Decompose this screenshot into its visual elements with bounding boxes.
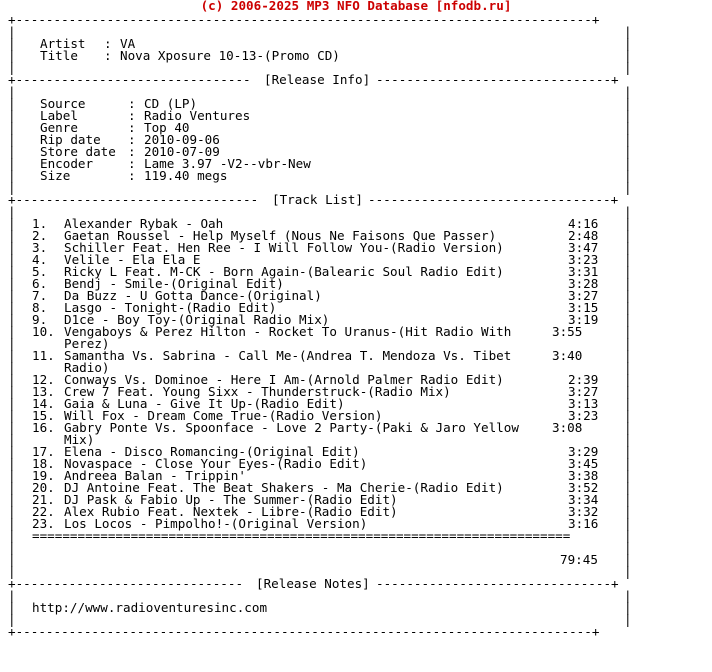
info-row-3-right: | bbox=[624, 132, 632, 147]
track-row-3-0-left: | bbox=[8, 252, 16, 267]
track-time: 3:19 bbox=[568, 312, 599, 327]
track-row-20-0-right: | bbox=[624, 492, 632, 507]
artist-label: Artist bbox=[40, 36, 86, 51]
track-title: Gaetan Roussel - Help Myself (Nous Ne Faisons Que Passer) bbox=[64, 228, 497, 243]
track-row-10-0-right: | bbox=[624, 348, 632, 363]
track-row-14-0-left: | bbox=[8, 408, 16, 423]
release-info-header-rule-left: +------------------------------- bbox=[8, 72, 251, 87]
track-title: Alex Rubio Feat. Nextek - Libre-(Radio Edit) bbox=[64, 504, 398, 519]
track-time: 3:08 bbox=[552, 420, 583, 435]
blank-row-right: | bbox=[624, 60, 632, 75]
track-row-5-0-left: | bbox=[8, 276, 16, 291]
info-row-4-left: | bbox=[8, 144, 16, 159]
track-time: 3:32 bbox=[568, 504, 599, 519]
track-title: Perez) bbox=[64, 336, 110, 351]
track-row-1-0-right: | bbox=[624, 228, 632, 243]
track-title: Vengaboys & Perez Hilton - Rocket To Uranus-(Hit Radio With bbox=[64, 324, 512, 339]
track-row-14-0-right: | bbox=[624, 408, 632, 423]
blank-row-right: | bbox=[624, 84, 632, 99]
blank-row-right: | bbox=[624, 612, 632, 627]
title-label: Title bbox=[40, 48, 78, 63]
track-time: 3:29 bbox=[568, 444, 599, 459]
info-colon: : bbox=[128, 156, 136, 171]
artist-row-left: | bbox=[8, 36, 16, 51]
blank-row-left: | bbox=[8, 204, 16, 219]
track-row-4-0-right: | bbox=[624, 264, 632, 279]
track-row-18-0-right: | bbox=[624, 468, 632, 483]
track-title: Elena - Disco Romancing-(Original Edit) bbox=[64, 444, 360, 459]
track-time: 3:55 bbox=[552, 324, 583, 339]
blank-row-right: | bbox=[624, 588, 632, 603]
info-colon: : bbox=[128, 168, 136, 183]
info-row-5-left: | bbox=[8, 156, 16, 171]
info-value: Lame 3.97 -V2--vbr-New bbox=[144, 156, 311, 171]
artist-row-right: | bbox=[624, 36, 632, 51]
track-title: Schiller Feat. Hen Ree - I Will Follow You-(Radio Version) bbox=[64, 240, 504, 255]
track-row-10-1-left: | bbox=[8, 360, 16, 375]
release-notes-header: [Release Notes] bbox=[256, 576, 370, 591]
blank-row-left: | bbox=[8, 564, 16, 579]
bottom-border: +----------------------------------------------------------------------------+ bbox=[8, 624, 600, 639]
info-value: CD (LP) bbox=[144, 96, 198, 111]
blank-row-left: | bbox=[8, 588, 16, 603]
info-label: Store date bbox=[40, 144, 116, 159]
track-title: Ricky L Feat. M-CK - Born Again-(Balearic Soul Radio Edit) bbox=[64, 264, 504, 279]
info-label: Source bbox=[40, 96, 86, 111]
track-title: Mix) bbox=[64, 432, 95, 447]
track-row-12-0-left: | bbox=[8, 384, 16, 399]
blank-row-right: | bbox=[624, 24, 632, 39]
track-number: 2. bbox=[32, 228, 48, 243]
track-time: 3:23 bbox=[568, 408, 599, 423]
track-row-5-0-right: | bbox=[624, 276, 632, 291]
track-title: Da Buzz - U Gotta Dance-(Original) bbox=[64, 288, 322, 303]
track-time: 3:40 bbox=[552, 348, 583, 363]
blank-row-right: | bbox=[624, 180, 632, 195]
track-row-10-0-left: | bbox=[8, 348, 16, 363]
track-time: 3:38 bbox=[568, 468, 599, 483]
track-title: Conways Vs. Dominoe - Here I Am-(Arnold Palmer Radio Edit) bbox=[64, 372, 504, 387]
track-row-1-0-left: | bbox=[8, 228, 16, 243]
track-row-2-0-left: | bbox=[8, 240, 16, 255]
track-number: 7. bbox=[32, 288, 48, 303]
track-number: 20. bbox=[32, 480, 55, 495]
track-time: 3:45 bbox=[568, 456, 599, 471]
track-row-6-0-right: | bbox=[624, 288, 632, 303]
track-row-21-0-left: | bbox=[8, 504, 16, 519]
track-row-7-0-right: | bbox=[624, 300, 632, 315]
track-row-22-0-left: | bbox=[8, 516, 16, 531]
info-value: Radio Ventures bbox=[144, 108, 251, 123]
track-row-21-0-right: | bbox=[624, 504, 632, 519]
track-number: 10. bbox=[32, 324, 55, 339]
track-row-9-1-right: | bbox=[624, 336, 632, 351]
release-info-header: [Release Info] bbox=[264, 72, 371, 87]
track-row-4-0-left: | bbox=[8, 264, 16, 279]
track-number: 9. bbox=[32, 312, 48, 327]
info-colon: : bbox=[128, 144, 136, 159]
blank-row-right: | bbox=[624, 564, 632, 579]
track-time: 3:34 bbox=[568, 492, 599, 507]
blank-row-left: | bbox=[8, 612, 16, 627]
track-number: 22. bbox=[32, 504, 55, 519]
track-number: 4. bbox=[32, 252, 48, 267]
info-row-1-right: | bbox=[624, 108, 632, 123]
info-row-2-right: | bbox=[624, 120, 632, 135]
release-info-header-rule-right: -------------------------------+ bbox=[376, 72, 619, 87]
info-value: 2010-09-06 bbox=[144, 132, 220, 147]
info-row-3-left: | bbox=[8, 132, 16, 147]
track-row-9-0-right: | bbox=[624, 324, 632, 339]
blank-row-left: | bbox=[8, 60, 16, 75]
track-row-22-0-right: | bbox=[624, 516, 632, 531]
info-label: Label bbox=[40, 108, 78, 123]
site-banner: (c) 2006-2025 MP3 NFO Database [nfodb.ru] bbox=[200, 0, 512, 13]
track-title: Alexander Rybak - Oah bbox=[64, 216, 224, 231]
track-row-0-0-left: | bbox=[8, 216, 16, 231]
track-time: 3:16 bbox=[568, 516, 599, 531]
total-time: 79:45 bbox=[560, 552, 598, 567]
info-row-1-left: | bbox=[8, 108, 16, 123]
track-list-header: [Track List] bbox=[272, 192, 363, 207]
track-number: 18. bbox=[32, 456, 55, 471]
info-row-0-right: | bbox=[624, 96, 632, 111]
track-row-9-0-left: | bbox=[8, 324, 16, 339]
track-number: 12. bbox=[32, 372, 55, 387]
track-time: 2:39 bbox=[568, 372, 599, 387]
notes-row-right: | bbox=[624, 600, 632, 615]
track-row-6-0-left: | bbox=[8, 288, 16, 303]
track-row-15-0-right: | bbox=[624, 420, 632, 435]
info-row-6-right: | bbox=[624, 168, 632, 183]
track-title: D1ce - Boy Toy-(Original Radio Mix) bbox=[64, 312, 330, 327]
track-title: Gabry Ponte Vs. Spoonface - Love 2 Party-(Paki & Jaro Yellow bbox=[64, 420, 519, 435]
track-title: DJ Antoine Feat. The Beat Shakers - Ma Cherie-(Radio Edit) bbox=[64, 480, 504, 495]
track-number: 5. bbox=[32, 264, 48, 279]
track-time: 3:27 bbox=[568, 288, 599, 303]
track-time: 3:15 bbox=[568, 300, 599, 315]
track-row-11-0-left: | bbox=[8, 372, 16, 387]
info-label: Genre bbox=[40, 120, 78, 135]
track-number: 17. bbox=[32, 444, 55, 459]
track-title: Radio) bbox=[64, 360, 110, 375]
total-rule: ======================================================================= bbox=[32, 528, 571, 543]
title-row-right: | bbox=[624, 48, 632, 63]
track-row-2-0-right: | bbox=[624, 240, 632, 255]
track-time: 3:52 bbox=[568, 480, 599, 495]
blank-row-left: | bbox=[8, 84, 16, 99]
track-title: Gaia & Luna - Give It Up-(Radio Edit) bbox=[64, 396, 345, 411]
blank-row-left: | bbox=[8, 540, 16, 555]
info-row-0-left: | bbox=[8, 96, 16, 111]
info-colon: : bbox=[128, 108, 136, 123]
title-colon: : bbox=[104, 48, 112, 63]
track-number: 13. bbox=[32, 384, 55, 399]
track-row-11-0-right: | bbox=[624, 372, 632, 387]
notes-row-left: | bbox=[8, 600, 16, 615]
title-value: Nova Xposure 10-13-(Promo CD) bbox=[120, 48, 340, 63]
track-row-13-0-right: | bbox=[624, 396, 632, 411]
track-row-15-1-left: | bbox=[8, 432, 16, 447]
total-rule-row-right: | bbox=[624, 528, 632, 543]
track-number: 11. bbox=[32, 348, 55, 363]
track-row-16-0-left: | bbox=[8, 444, 16, 459]
info-value: 2010-07-09 bbox=[144, 144, 220, 159]
total-row-left: | bbox=[8, 552, 16, 567]
track-number: 6. bbox=[32, 276, 48, 291]
track-row-3-0-right: | bbox=[624, 252, 632, 267]
track-row-8-0-right: | bbox=[624, 312, 632, 327]
info-row-4-right: | bbox=[624, 144, 632, 159]
track-title: Novaspace - Close Your Eyes-(Radio Edit) bbox=[64, 456, 368, 471]
track-row-13-0-left: | bbox=[8, 396, 16, 411]
track-title: Los Locos - Pimpolho!-(Original Version) bbox=[64, 516, 368, 531]
track-number: 14. bbox=[32, 396, 55, 411]
top-border: +----------------------------------------------------------------------------+ bbox=[8, 12, 600, 27]
track-row-10-1-right: | bbox=[624, 360, 632, 375]
track-time: 3:23 bbox=[568, 252, 599, 267]
track-row-19-0-right: | bbox=[624, 480, 632, 495]
track-row-19-0-left: | bbox=[8, 480, 16, 495]
track-row-20-0-left: | bbox=[8, 492, 16, 507]
track-number: 23. bbox=[32, 516, 55, 531]
track-row-15-1-right: | bbox=[624, 432, 632, 447]
track-title: Andreea Balan - Trippin' bbox=[64, 468, 246, 483]
info-label: Size bbox=[40, 168, 71, 183]
track-time: 2:48 bbox=[568, 228, 599, 243]
info-colon: : bbox=[128, 120, 136, 135]
track-number: 3. bbox=[32, 240, 48, 255]
release-notes-header-rule-right: -------------------------------+ bbox=[376, 576, 619, 591]
track-row-17-0-right: | bbox=[624, 456, 632, 471]
release-notes-header-rule-left: +------------------------------ bbox=[8, 576, 244, 591]
info-value: 119.40 megs bbox=[144, 168, 228, 183]
title-row-left: | bbox=[8, 48, 16, 63]
info-row-2-left: | bbox=[8, 120, 16, 135]
blank-row-right: | bbox=[624, 204, 632, 219]
blank-row-left: | bbox=[8, 180, 16, 195]
track-title: Bendj - Smile-(Original Edit) bbox=[64, 276, 284, 291]
track-number: 16. bbox=[32, 420, 55, 435]
track-title: Crew 7 Feat. Young Sixx - Thunderstruck-(Radio Mix) bbox=[64, 384, 451, 399]
track-row-8-0-left: | bbox=[8, 312, 16, 327]
track-number: 21. bbox=[32, 492, 55, 507]
info-row-5-right: | bbox=[624, 156, 632, 171]
info-label: Rip date bbox=[40, 132, 101, 147]
track-row-17-0-left: | bbox=[8, 456, 16, 471]
track-row-7-0-left: | bbox=[8, 300, 16, 315]
track-number: 1. bbox=[32, 216, 48, 231]
track-time: 3:27 bbox=[568, 384, 599, 399]
track-number: 15. bbox=[32, 408, 55, 423]
artist-value: VA bbox=[120, 36, 136, 51]
info-row-6-left: | bbox=[8, 168, 16, 183]
track-time: 3:13 bbox=[568, 396, 599, 411]
track-row-15-0-left: | bbox=[8, 420, 16, 435]
track-number: 8. bbox=[32, 300, 48, 315]
info-label: Encoder bbox=[40, 156, 94, 171]
info-colon: : bbox=[128, 96, 136, 111]
track-title: DJ Pask & Fabio Up - The Summer-(Radio Edit) bbox=[64, 492, 398, 507]
track-title: Will Fox - Dream Come True-(Radio Version) bbox=[64, 408, 383, 423]
track-title: Velile - Ela Ela E bbox=[64, 252, 201, 267]
track-title: Lasgo - Tonight-(Radio Edit) bbox=[64, 300, 277, 315]
track-time: 4:16 bbox=[568, 216, 599, 231]
track-row-18-0-left: | bbox=[8, 468, 16, 483]
track-time: 3:28 bbox=[568, 276, 599, 291]
track-row-12-0-right: | bbox=[624, 384, 632, 399]
track-list-header-rule-right: --------------------------------+ bbox=[368, 192, 619, 207]
total-rule-row-left: | bbox=[8, 528, 16, 543]
artist-colon: : bbox=[104, 36, 112, 51]
track-list-header-rule-left: +-------------------------------- bbox=[8, 192, 259, 207]
track-title: Samantha Vs. Sabrina - Call Me-(Andrea T. Mendoza Vs. Tibet bbox=[64, 348, 512, 363]
track-row-16-0-right: | bbox=[624, 444, 632, 459]
track-time: 3:31 bbox=[568, 264, 599, 279]
track-row-0-0-right: | bbox=[624, 216, 632, 231]
total-row-right: | bbox=[624, 552, 632, 567]
track-time: 3:47 bbox=[568, 240, 599, 255]
blank-row-right: | bbox=[624, 540, 632, 555]
track-row-9-1-left: | bbox=[8, 336, 16, 351]
release-notes-url: http://www.radioventuresinc.com bbox=[32, 600, 268, 615]
blank-row-left: | bbox=[8, 24, 16, 39]
track-number: 19. bbox=[32, 468, 55, 483]
info-value: Top 40 bbox=[144, 120, 190, 135]
info-colon: : bbox=[128, 132, 136, 147]
